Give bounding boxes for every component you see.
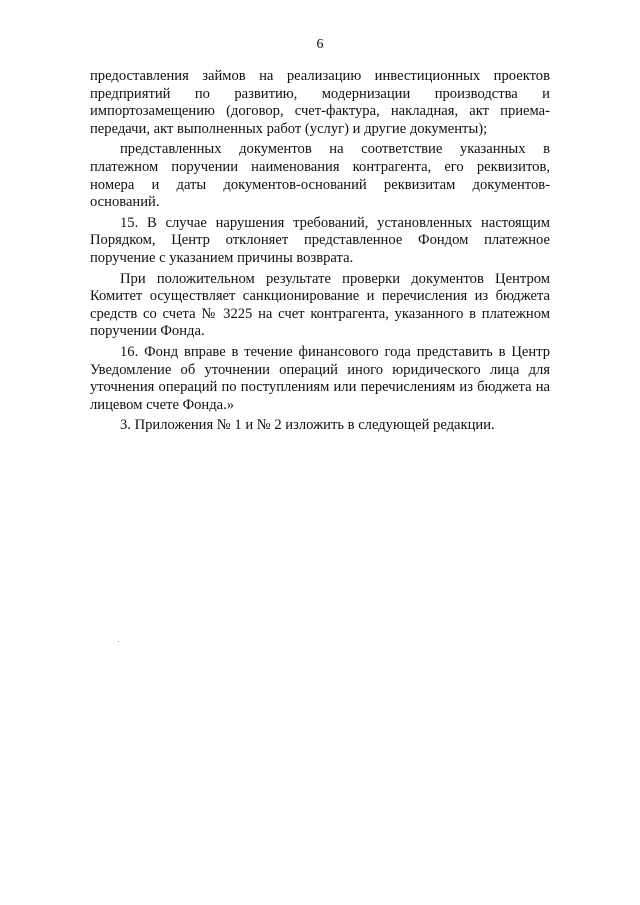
paragraph-loan-documents: предоставления займов на реализацию инвестиционных проектов предприятий по развитию, модернизации производства и импортозамещению (договор, счет-фактура, накладная, акт приема-передачи, акт выполненных работ (услуг) и другие документы);	[90, 68, 550, 137]
scan-speck	[118, 641, 119, 642]
page-number: 6	[316, 37, 324, 52]
paragraph-positive-result: При положительном результате проверки документов Центром Комитет осуществляет санкционирование и перечисления из бюджета средств со счета № 3225 на счет контрагента, указанного в платежном поручении Фонда.	[90, 270, 550, 340]
paragraph-item-15: 15. В случае нарушения требований, установленных настоящим Порядком, Центр отклоняет представленное Фондом платежное поручение с указанием причины возврата.	[90, 214, 550, 266]
document-body	[90, 68, 550, 435]
paragraph-document-check: представленных документов на соответствие указанных в платежном поручении наименования контрагента, его реквизитов, номера и даты документов-оснований реквизитам документов-оснований.	[90, 141, 550, 211]
paragraph-item-16: 16. Фонд вправе в течение финансового года представить в Центр Уведомление об уточнении операций иного юридического лица для уточнения операций по поступлениям или перечислениям из бюджета на лицевом счете Фонда.»	[90, 343, 550, 413]
paragraph-appendices: 3. Приложения № 1 и № 2 изложить в следующей редакции.	[120, 417, 495, 434]
